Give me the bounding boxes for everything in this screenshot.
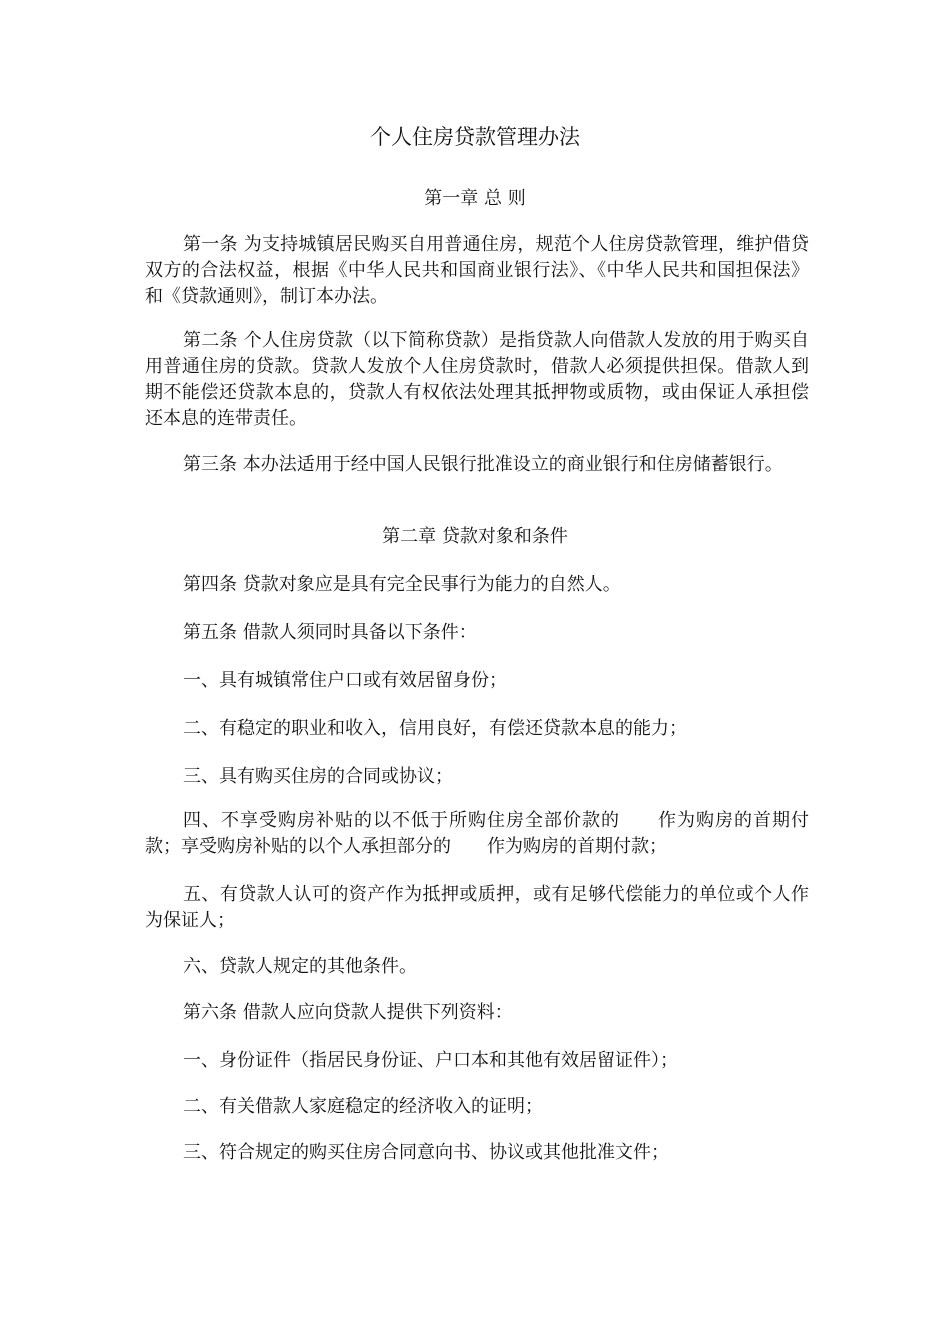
condition-item-2: 二、有稳定的职业和收入，信用良好，有偿还贷款本息的能力； xyxy=(183,718,687,739)
condition-item-4: 四、不享受购房补贴的以不低于所购住房全部价款的 作为购房的首期付款；享受购房补贴的以个人承担部分的 作为购房的首期付款； xyxy=(145,810,809,857)
condition-item-3: 三、具有购买住房的合同或协议； xyxy=(183,766,453,787)
condition-item-1: 一、具有城镇常住户口或有效居留身份； xyxy=(183,670,507,691)
material-item-1: 一、身份证件（指居民身份证、户口本和其他有效居留证件）； xyxy=(183,1050,678,1071)
article-2: 第二条 个人住房贷款（以下简称贷款）是指贷款人向借款人发放的用于购买自用普通住房的贷款。贷款人发放个人住房贷款时，借款人必须提供担保。借款人到期不能偿还贷款本息的，贷款人有权依法处理其抵押物或质物，或由保证人承担偿还本息的连带责任。 xyxy=(145,330,809,429)
condition-item-6: 六、贷款人规定的其他条件。 xyxy=(183,956,417,977)
article-5: 第五条 借款人须同时具备以下条件： xyxy=(183,622,477,643)
material-item-3: 三、符合规定的购买住房合同意向书、协议或其他批准文件； xyxy=(183,1142,669,1163)
chapter-1-heading: 第一章 总 则 xyxy=(424,188,526,209)
article-1: 第一条 为支持城镇居民购买自用普通住房，规范个人住房贷款管理，维护借贷双方的合法权益，根据《中华人民共和国商业银行法》、《中华人民共和国担保法》和《贷款通则》，制订本办法。 xyxy=(145,234,809,307)
condition-item-5: 五、有贷款人认可的资产作为抵押或质押，或有足够代偿能力的单位或个人作为保证人； xyxy=(145,884,809,931)
article-3: 第三条 本办法适用于经中国人民银行批准设立的商业银行和住房储蓄银行。 xyxy=(183,454,783,475)
article-4: 第四条 贷款对象应是具有完全民事行为能力的自然人。 xyxy=(183,574,621,595)
material-item-2: 二、有关借款人家庭稳定的经济收入的证明； xyxy=(183,1096,543,1117)
document-title: 个人住房贷款管理办法 xyxy=(370,125,580,149)
chapter-2-heading: 第二章 贷款对象和条件 xyxy=(382,526,568,547)
article-6: 第六条 借款人应向贷款人提供下列资料： xyxy=(183,1002,513,1023)
